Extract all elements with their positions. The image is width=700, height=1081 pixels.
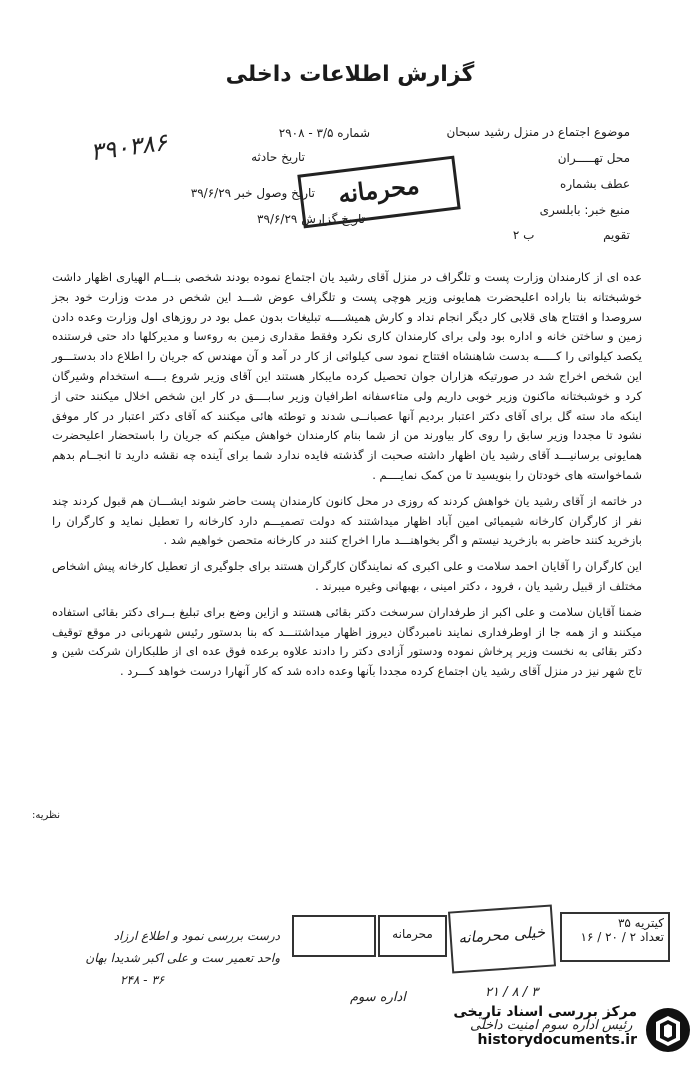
date-mark: ۳ / ۸ / ۲۱ bbox=[485, 985, 539, 1000]
office-chain-signature: رئیس اداره سوم امنیت داخلی bbox=[470, 1018, 633, 1033]
report-body bbox=[52, 268, 642, 682]
receipt-date-label: تاریخ وصول خبر bbox=[234, 186, 315, 200]
evaluation-value: ب ۲ bbox=[512, 228, 535, 242]
receipt-date-line bbox=[150, 186, 315, 200]
margin-note: نظریه: bbox=[31, 810, 60, 821]
handwritten-number: ۳۹۰۳۸۶ bbox=[88, 127, 170, 167]
watermark-url: historydocuments.ir bbox=[477, 1032, 637, 1048]
handwritten-note-number: ۳۶ - ۲۴۸ bbox=[120, 973, 165, 987]
handwritten-note-line2: واحد تعمیر ست و علی اکبر شدیدا بهان bbox=[85, 951, 280, 965]
reference-line: عطف بشماره bbox=[560, 177, 630, 191]
confidential-stamp: محرمانه bbox=[297, 156, 460, 229]
source-line: منبع خبر: بابلسری bbox=[539, 203, 630, 217]
report-title: گزارش اطلاعات داخلی bbox=[225, 62, 475, 87]
stamp-box-blank bbox=[292, 915, 376, 957]
number-label: شماره bbox=[337, 126, 370, 140]
watermark bbox=[452, 998, 692, 1073]
report-date-value: ۳۹/۶/۲۹ bbox=[257, 212, 298, 226]
place-line: محل تهـــــران bbox=[557, 151, 630, 165]
stamp-registry bbox=[560, 912, 670, 962]
history-documents-logo-icon bbox=[644, 1006, 692, 1054]
event-date-line: تاریخ حادثه bbox=[251, 150, 305, 164]
stamp-registry-line1: کیتریه ۳۵ bbox=[617, 916, 664, 930]
subject-line: موضوع اجتماع در منزل رشید سبحان bbox=[446, 125, 630, 139]
handwritten-note-line1: درست بررسی نمود و اطلاع ارزاد bbox=[113, 929, 280, 943]
report-date-label: تاریخ گزارش bbox=[301, 212, 365, 226]
paragraph-1: عده ای از کارمندان وزارت پست و تلگراف در منزل آقای رشید یان اجتماع نموده بودند شخصی بنـــام الهیاری اظهار داشت خوشبختانه بنا باراده اعلیحضرت همایونی وزیر هوچی پست و تلگراف عوض شـــد این شخص در مدت وزارت خود بجز سروصدا و افتتاح های قلابی کار دیگر انجام نداد و کارش همیشــــه تبلیغات بدون عمل بود در روزهای اول وزارت وعده دادن زمین و ساختن خانه و اداره بود ولی برای کارمندان کاری نکرد وفقط مقداری زمین به روءسا و مدیرکلها داد حتی فرستنده یکصد کیلواتی را کـــــه بدست شاهنشاه افتتاح نمود سی کیلواتی از کار در آمد و آن مهندس که جریان را اطلاع داد بدستـــور این شخص اخراج شد در صورتیکه هزاران جوان تحصیل کرده مایبکار هستند این آقای وزیر شروع بــــه استخدام وشیرگان کرد و خوشبختانه ماکنون وزیر خوبی داریم ولی متاءسفانه اطرافیان وزیر سابــــق در کار این شخص اخلال میکنند حتی از اینکه ماد سته گل برای آقای دکتر اعتبار بردیم آنها عصبانــی شدند و توطئه هائی میکنند که آقای دکتر اعتبار در کار موفق نشود تا مجددا وزیر سابق را روی کار بیاورند من از شما بنام کارمندان خواهش میکنم که جریان را باستحضار اعلیحضرت همایونی برسانیـــد آقای رشید یان اظهار داشته صحبت از گذشته فایده ندارد شما برای آینده چه نقشه دارید تا انجــام بدهم شماخواسته های خودتان را بنویسید تا من کمک نمایــــم . bbox=[52, 270, 642, 482]
paragraph-4: ضمنا آقایان سلامت و علی اکبر از طرفداران سرسخت دکتر بقائی هستند و ازاین وضع برای تبلیغ بــرای دکتر بقائی استفاده میکنند و از همه جا از اوطرفداری نمایند نامبردگان دیروز اظهار میداشتنـــد که بنا بدستور رئیس شهربانی در موقع توقیف دکتر بقائی به نخست وزیر پرخاش نموده ودستور آزادی دکتر را دادند علاوه برعده فوق عده ای از طلبکاران شرکت شین و تاج شهر نیز در منزل آقای رشید یان اجتماع کرده مجددا بآنها وعده داده شد که کار آنهارا درست خواهد کـــرد . bbox=[52, 604, 642, 679]
stamp-top-secret: خیلی محرمانه bbox=[448, 904, 556, 973]
evaluation-label: تقویم bbox=[603, 228, 630, 242]
watermark-text: مرکز بررسی اسناد تاریخی bbox=[453, 1004, 637, 1020]
evaluation-line bbox=[513, 228, 630, 242]
paragraph-2: در خاتمه از آقای رشید یان خواهش کردند که روزی در محل کانون کارمندان پست حاضر شوند ایشـــان هم قبول کردند چند نفر از کارگران کارخانه شیمیائی امین آباد اظهار میداشتند که دولت تصمیـــم دارد کارخانه را تعطیل نماید و کارگران را بازخرید کنند حاضر به بازخرید نیستم و اگر بخواهنـــد مارا اخراج کنند در کارخانه متحصن خواهیم شد . bbox=[52, 493, 642, 548]
stamp-registry-line2: تعداد ۲ / ۲۰ / ۱۶ bbox=[580, 930, 664, 944]
paragraph-3: این کارگران را آقایان احمد سلامت و علی اکبری که نمایندگان کارگران هستند برای جلوگیری از تعطیل کارخانه پیش اشخاص مختلف از قبیل رشید یان ، فرود ، دکتر امینی ، بهبهانی وغیره میبرند . bbox=[52, 559, 642, 593]
office-label: اداره سوم bbox=[350, 990, 406, 1005]
handwritten-note-left bbox=[60, 925, 280, 1005]
receipt-date-value: ۳۹/۶/۲۹ bbox=[190, 186, 232, 200]
number-value: ۳/۵ - ۲۹۰۸ bbox=[278, 126, 334, 140]
stamp-box-confidential: محرمانه bbox=[378, 915, 447, 957]
